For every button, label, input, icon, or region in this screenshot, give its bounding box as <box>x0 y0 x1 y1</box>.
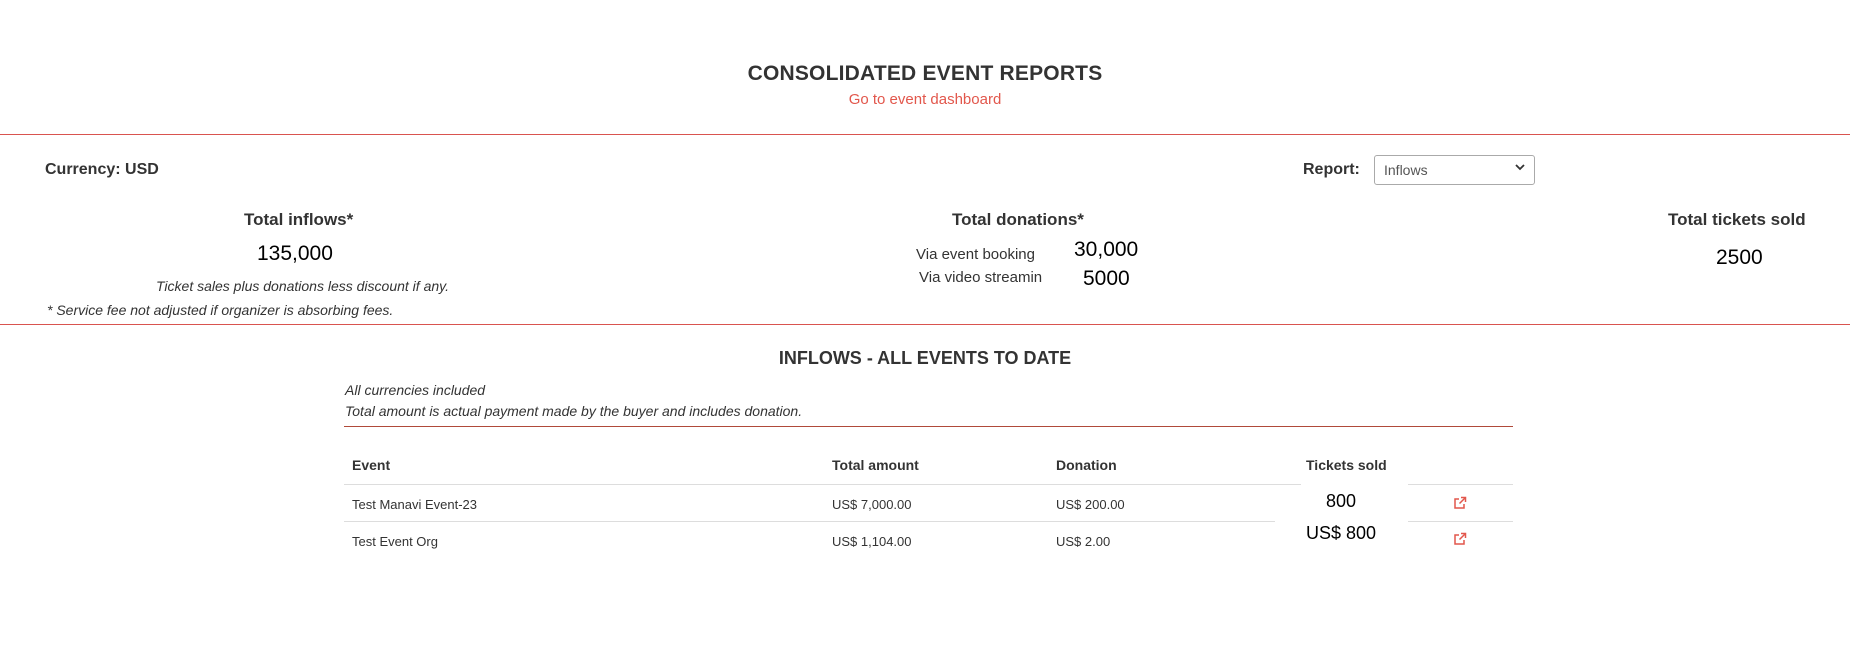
report-select[interactable] <box>1374 155 1535 185</box>
external-link-icon[interactable] <box>1453 532 1467 546</box>
page-title: CONSOLIDATED EVENT REPORTS <box>747 62 1103 85</box>
row-2-tickets-sold: US$ 800 <box>1306 523 1377 543</box>
summary-divider <box>0 324 1850 325</box>
column-header-total-amount: Total amount <box>832 457 919 473</box>
row-1-tickets-sold: 800 <box>1326 491 1357 511</box>
row-separator <box>1408 484 1513 485</box>
column-header-event: Event <box>352 457 391 473</box>
table-note-total: Total amount is actual payment made by the buyer and includes donation. <box>345 403 803 419</box>
row-separator <box>344 484 1301 485</box>
via-event-booking-label: Via event booking <box>916 246 1035 263</box>
section-title: INFLOWS - ALL EVENTS TO DATE <box>778 348 1072 368</box>
row-1-total-amount: US$ 7,000.00 <box>832 497 912 512</box>
total-inflows-value: 135,000 <box>257 242 333 265</box>
report-label: Report: <box>1303 161 1360 178</box>
column-header-donation: Donation <box>1056 457 1117 473</box>
report-select-value: Inflows <box>1384 162 1428 178</box>
row-separator <box>1408 521 1513 522</box>
table-divider <box>344 426 1513 427</box>
total-inflows-heading: Total inflows* <box>244 210 354 229</box>
chevron-down-icon <box>1514 161 1526 176</box>
via-video-streaming-label: Via video streamin <box>919 269 1043 286</box>
via-video-streaming-value: 5000 <box>1083 267 1130 290</box>
row-2-total-amount: US$ 1,104.00 <box>832 534 912 549</box>
table-note-currencies: All currencies included <box>345 382 486 398</box>
column-header-tickets-sold: Tickets sold <box>1306 457 1387 473</box>
total-tickets-value: 2500 <box>1716 246 1763 269</box>
total-donations-heading: Total donations* <box>952 210 1084 229</box>
row-1-donation: US$ 200.00 <box>1056 497 1125 512</box>
header-divider <box>0 134 1850 135</box>
total-inflows-note: Ticket sales plus donations less discount if any. <box>156 278 449 294</box>
row-separator <box>344 521 1275 522</box>
service-fee-footnote: * Service fee not adjusted if organizer is absorbing fees. <box>47 302 394 318</box>
total-tickets-heading: Total tickets sold <box>1668 210 1806 229</box>
row-2-donation: US$ 2.00 <box>1056 534 1111 549</box>
currency-label: Currency: USD <box>45 161 159 178</box>
external-link-icon[interactable] <box>1453 496 1467 510</box>
row-1-event: Test Manavi Event-23 <box>352 497 478 512</box>
row-2-event: Test Event Org <box>352 534 438 549</box>
dashboard-link[interactable]: Go to event dashboard <box>848 91 1002 108</box>
via-event-booking-value: 30,000 <box>1074 238 1139 261</box>
